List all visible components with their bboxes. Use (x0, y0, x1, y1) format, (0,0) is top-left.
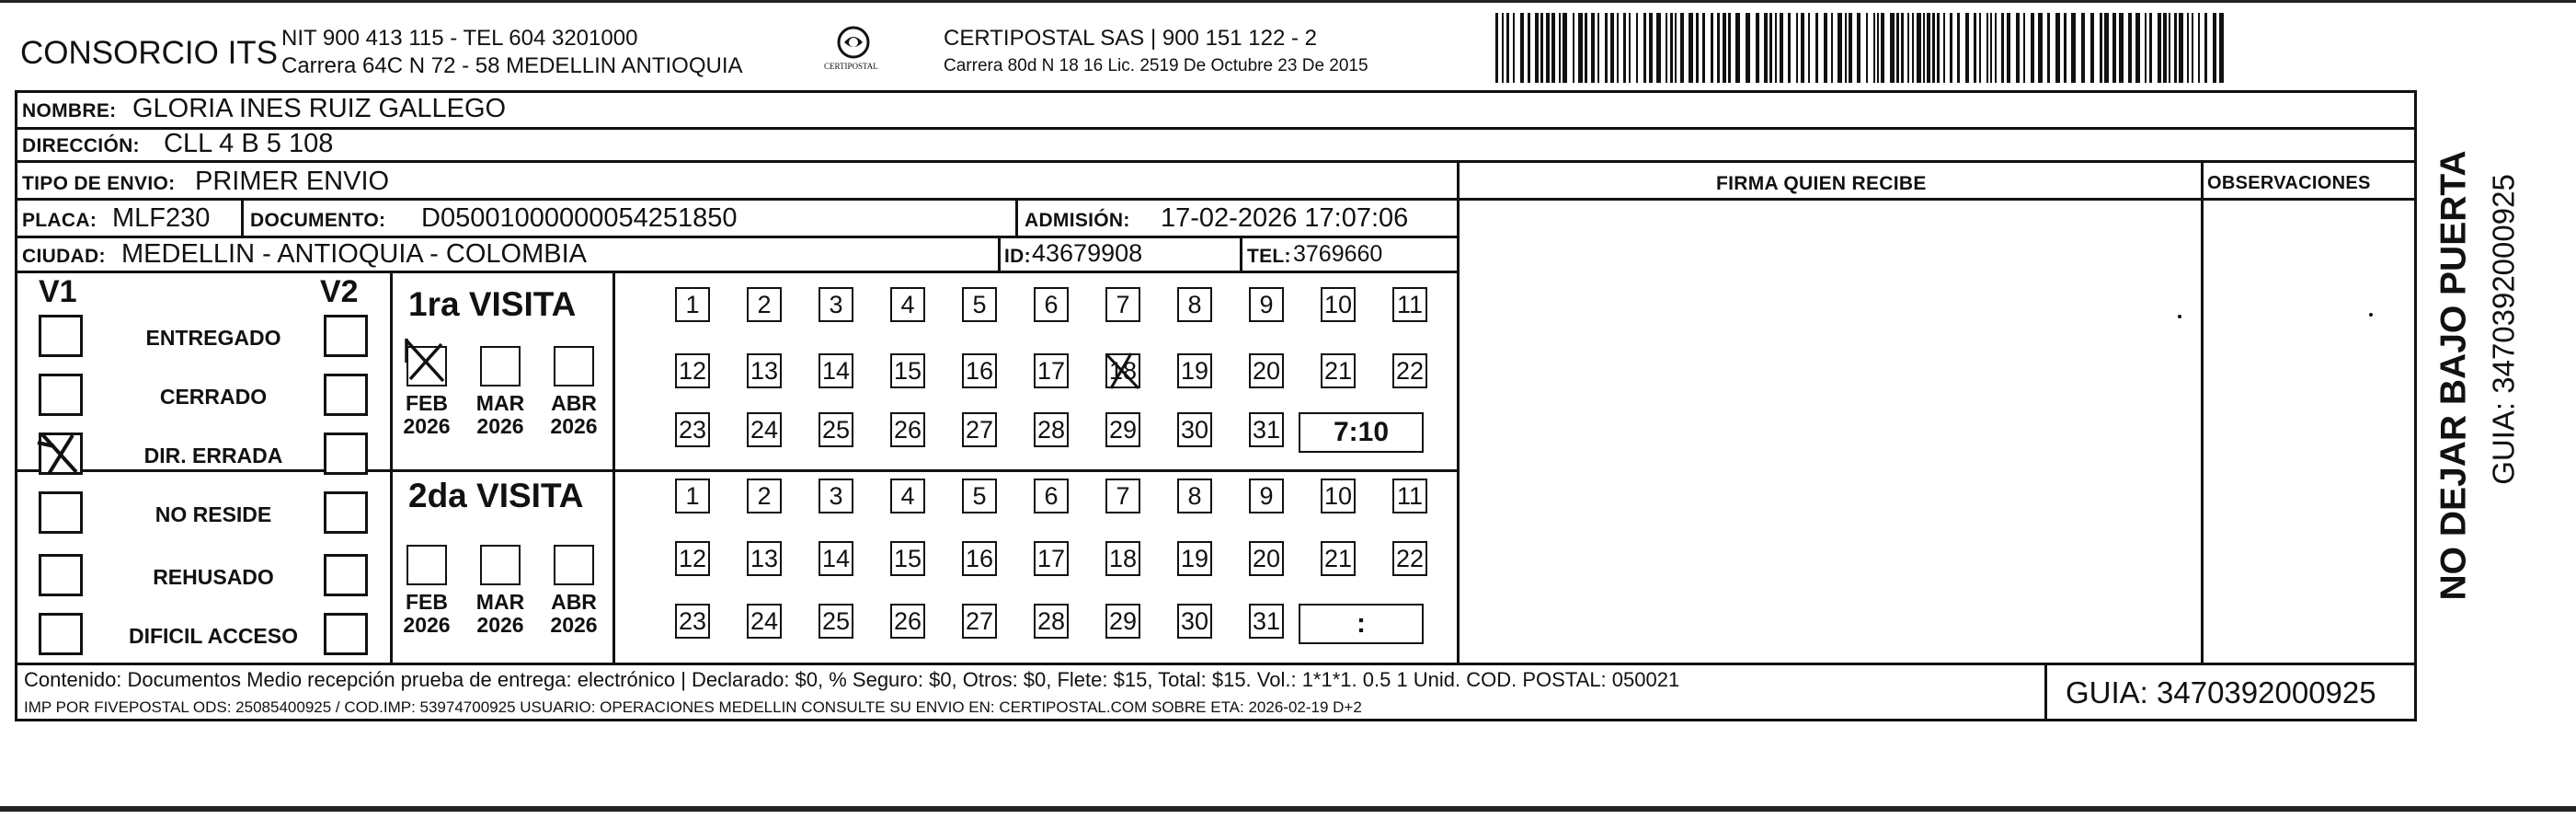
day-box[interactable] (675, 541, 710, 576)
v1-checkbox[interactable] (39, 554, 83, 596)
top-rule (0, 0, 2576, 3)
address-line: Carrera 64C N 72 - 58 MEDELLIN ANTIOQUIA (281, 53, 743, 78)
day-number: 1 (685, 290, 700, 318)
reason-label: DIFICIL ACCESO (128, 624, 298, 648)
day-number: 18 (1108, 544, 1138, 572)
day-number: 4 (900, 290, 915, 318)
documento-value: D05001000000054251850 (421, 203, 738, 233)
day-box[interactable] (747, 353, 782, 388)
day-number: 6 (1044, 481, 1059, 510)
ciudad-value: MEDELLIN - ANTIOQUIA - COLOMBIA (121, 239, 587, 269)
day-number: 23 (678, 606, 707, 635)
day-number: 24 (750, 606, 779, 635)
day-box[interactable] (1249, 479, 1284, 513)
day-box[interactable] (1249, 412, 1284, 447)
day-box[interactable] (1034, 287, 1069, 322)
visit1-title: 1ra VISITA (408, 285, 577, 323)
v2-checkbox[interactable] (324, 374, 368, 416)
day-number: 5 (972, 290, 987, 318)
day-number: 21 (1323, 356, 1353, 385)
tel-label: TEL: (1247, 246, 1291, 267)
col-line (1015, 198, 1018, 236)
day-number: 7 (1116, 290, 1130, 318)
month-year: 2026 (476, 414, 524, 439)
col-line (1457, 160, 1460, 663)
month-name: ABR (551, 590, 597, 614)
day-number: 22 (1395, 356, 1425, 385)
day-box[interactable] (962, 287, 997, 322)
month-year: 2026 (403, 414, 451, 439)
day-number: 1 (685, 481, 700, 510)
imp-line: IMP POR FIVEPOSTAL ODS: 25085400925 / COD.IMP: 53974700925 USUARIO: OPERACIONES MEDELLIN CONSULTE SU ENVIO EN: CERTIPOSTAL.COM SOBRE ETA: 2026-02-19 D+2 (24, 698, 1362, 716)
v1-checkbox[interactable] (39, 491, 83, 534)
documento-label: DOCUMENTO: (250, 210, 386, 231)
day-number: 22 (1395, 544, 1425, 572)
day-number: 27 (965, 415, 994, 444)
day-box[interactable] (747, 604, 782, 639)
reason-label: NO RESIDE (155, 502, 272, 526)
v1-header: V1 (39, 274, 77, 309)
id-value: 43679908 (1032, 239, 1143, 267)
month-name: FEB (406, 391, 448, 415)
day-box[interactable] (1034, 353, 1069, 388)
day-number: 15 (893, 544, 922, 572)
day-box[interactable] (675, 604, 710, 639)
day-box[interactable] (1105, 541, 1140, 576)
day-number: 10 (1323, 481, 1353, 510)
day-number: 30 (1180, 415, 1209, 444)
day-number: 21 (1323, 544, 1353, 572)
check-x-icon (401, 335, 452, 386)
tipo-envio-label: TIPO DE ENVIO: (22, 173, 176, 194)
id-label: ID: (1004, 246, 1031, 267)
day-box[interactable] (819, 287, 853, 322)
day-number: 6 (1044, 290, 1059, 318)
day-number: 25 (821, 606, 851, 635)
day-box[interactable] (1177, 287, 1212, 322)
day-box[interactable] (962, 604, 997, 639)
day-number: 18 (1108, 356, 1138, 385)
day-box[interactable] (962, 541, 997, 576)
day-number: 2 (757, 481, 772, 510)
day-box[interactable] (1321, 353, 1356, 388)
day-box[interactable] (1177, 541, 1212, 576)
side-warning: NO DEJAR BAJO PUERTA (2433, 150, 2474, 601)
day-box[interactable] (1321, 287, 1356, 322)
v1-checkbox[interactable] (39, 315, 83, 357)
day-box[interactable] (675, 353, 710, 388)
row-line (17, 198, 2415, 201)
day-number: 14 (821, 356, 851, 385)
row-line (17, 271, 1457, 273)
day-number: 17 (1036, 544, 1066, 572)
time-value: 7:10 (1333, 417, 1390, 447)
month-name: MAR (475, 391, 525, 415)
col-line (390, 271, 393, 663)
day-number: 9 (1259, 481, 1274, 510)
day-box[interactable] (962, 479, 997, 513)
month-checkbox[interactable] (554, 346, 594, 386)
time-field[interactable] (1299, 412, 1424, 453)
day-number: 3 (829, 290, 843, 318)
day-box[interactable] (747, 541, 782, 576)
day-number: 14 (821, 544, 851, 572)
day-number: 16 (965, 544, 994, 572)
day-number: 7 (1116, 481, 1130, 510)
v1-checkbox[interactable] (39, 433, 83, 475)
day-number: 17 (1036, 356, 1066, 385)
stray-dot (2178, 315, 2181, 318)
day-box[interactable] (1249, 353, 1284, 388)
day-box[interactable] (1034, 412, 1069, 447)
v2-checkbox[interactable] (324, 613, 368, 655)
day-box[interactable] (1392, 479, 1427, 513)
time-value: : (1357, 608, 1366, 639)
nombre-label: NOMBRE: (22, 100, 117, 121)
day-box[interactable] (1105, 412, 1140, 447)
day-number: 8 (1187, 481, 1202, 510)
day-box[interactable] (1177, 479, 1212, 513)
day-number: 2 (757, 290, 772, 318)
day-box[interactable] (1249, 287, 1284, 322)
reason-label: ENTREGADO (145, 326, 281, 350)
month-label (399, 591, 454, 638)
nit-line: NIT 900 413 115 - TEL 604 3201000 (281, 26, 638, 51)
day-box[interactable] (819, 604, 853, 639)
month-year: 2026 (403, 613, 451, 638)
row-line (17, 127, 2415, 130)
month-checkbox[interactable] (480, 545, 521, 585)
check-x-icon (1104, 352, 1144, 392)
day-number: 4 (900, 481, 915, 510)
firma-header: FIRMA QUIEN RECIBE (1716, 173, 1927, 194)
day-box[interactable] (890, 412, 925, 447)
barcode (1495, 13, 2229, 83)
day-box[interactable] (890, 541, 925, 576)
month-year: 2026 (476, 613, 524, 638)
month-label (546, 392, 601, 439)
contenido-line: Contenido: Documentos Medio recepción prueba de entrega: electrónico | Declarado: $0, % Seguro: $0, Otros: $0, Flete: $15, Total: $15. Vol.: 1*1*1. 0.5 1 Unid. COD. POSTAL: 050021 (24, 668, 1680, 691)
footer-guia: GUIA: 3470392000925 (2066, 675, 2376, 709)
day-box[interactable] (747, 479, 782, 513)
day-box[interactable] (675, 479, 710, 513)
day-number: 13 (750, 544, 779, 572)
nombre-value: GLORIA INES RUIZ GALLEGO (132, 94, 507, 123)
day-number: 26 (893, 606, 922, 635)
footer-line (17, 663, 2415, 665)
day-box[interactable] (962, 412, 997, 447)
day-number: 13 (750, 356, 779, 385)
month-year: 2026 (550, 613, 598, 638)
v2-checkbox[interactable] (324, 554, 368, 596)
day-number: 11 (1396, 481, 1424, 510)
certipostal-logo-icon (817, 24, 890, 79)
day-box[interactable] (1105, 353, 1140, 388)
day-box[interactable] (890, 604, 925, 639)
month-name: ABR (551, 391, 597, 415)
placa-value: MLF230 (112, 203, 211, 233)
row-line (17, 160, 2415, 163)
v1-checkbox[interactable] (39, 613, 83, 655)
day-number: 24 (750, 415, 779, 444)
day-number: 16 (965, 356, 994, 385)
bottom-rule (0, 806, 2576, 812)
day-number: 31 (1252, 606, 1281, 635)
day-number: 9 (1259, 290, 1274, 318)
direccion-label: DIRECCIÓN: (22, 135, 140, 156)
reason-label: DIR. ERRADA (143, 444, 283, 467)
day-box[interactable] (890, 287, 925, 322)
reason-label: CERRADO (159, 385, 268, 409)
observaciones-header: OBSERVACIONES (2207, 173, 2371, 193)
day-box[interactable] (1249, 604, 1284, 639)
month-year: 2026 (550, 414, 598, 439)
day-number: 12 (678, 356, 707, 385)
month-label (546, 591, 601, 638)
day-box[interactable] (819, 541, 853, 576)
day-box[interactable] (890, 353, 925, 388)
day-number: 29 (1108, 606, 1138, 635)
v1-checkbox[interactable] (39, 374, 83, 416)
day-number: 25 (821, 415, 851, 444)
tel-value: 3769660 (1293, 241, 1383, 267)
col-line (2201, 160, 2204, 663)
col-line (613, 271, 615, 663)
month-checkbox[interactable] (480, 346, 521, 386)
section-line (17, 469, 1457, 472)
certipostal-logo (817, 24, 890, 79)
reason-label: REHUSADO (153, 565, 274, 589)
day-box[interactable] (1105, 479, 1140, 513)
day-number: 12 (678, 544, 707, 572)
month-label (399, 392, 454, 439)
day-number: 27 (965, 606, 994, 635)
side-guia: GUIA: 3470392000925 (2486, 174, 2521, 485)
day-number: 20 (1252, 356, 1281, 385)
day-number: 31 (1252, 415, 1281, 444)
day-box[interactable] (1105, 604, 1140, 639)
day-box[interactable] (747, 412, 782, 447)
day-box[interactable] (1321, 479, 1356, 513)
day-box[interactable] (1177, 412, 1212, 447)
stray-dot (2369, 313, 2373, 317)
day-box[interactable] (1034, 604, 1069, 639)
v2-checkbox[interactable] (324, 433, 368, 475)
day-number: 15 (893, 356, 922, 385)
day-box[interactable] (819, 412, 853, 447)
day-number: 3 (829, 481, 843, 510)
ciudad-label: CIUDAD: (22, 246, 106, 267)
day-box[interactable] (1177, 353, 1212, 388)
admision-value: 17-02-2026 17:07:06 (1161, 203, 1409, 233)
certipostal-license: Carrera 80d N 18 16 Lic. 2519 De Octubre 23 De 2015 (944, 56, 1368, 75)
check-x-icon (32, 426, 87, 479)
day-number: 23 (678, 415, 707, 444)
day-box[interactable] (1321, 541, 1356, 576)
month-checkbox[interactable] (406, 346, 447, 386)
day-number: 26 (893, 415, 922, 444)
day-number: 29 (1108, 415, 1138, 444)
direccion-value: CLL 4 B 5 108 (164, 129, 334, 158)
month-name: FEB (406, 590, 448, 614)
visit2-title: 2da VISITA (408, 477, 584, 514)
day-number: 28 (1036, 606, 1066, 635)
day-number: 28 (1036, 415, 1066, 444)
col-line (1240, 236, 1242, 271)
v2-header: V2 (320, 274, 359, 309)
day-number: 30 (1180, 606, 1209, 635)
col-line (2044, 663, 2047, 721)
day-box[interactable] (747, 287, 782, 322)
col-line (241, 198, 244, 236)
day-box[interactable] (1034, 541, 1069, 576)
time-field[interactable] (1299, 604, 1424, 644)
month-label (473, 591, 528, 638)
placa-label: PLACA: (22, 210, 97, 231)
certipostal-line: CERTIPOSTAL SAS | 900 151 122 - 2 (944, 26, 1317, 51)
day-number: 10 (1323, 290, 1353, 318)
day-box[interactable] (1034, 479, 1069, 513)
day-box[interactable] (1392, 287, 1427, 322)
day-number: 19 (1180, 356, 1209, 385)
admision-label: ADMISIÓN: (1025, 210, 1130, 231)
month-name: MAR (475, 590, 525, 614)
day-box[interactable] (890, 479, 925, 513)
month-checkbox[interactable] (554, 545, 594, 585)
day-box[interactable] (1105, 287, 1140, 322)
v2-checkbox[interactable] (324, 315, 368, 357)
day-number: 20 (1252, 544, 1281, 572)
brand-name: CONSORCIO ITS (20, 35, 279, 71)
day-box[interactable] (962, 353, 997, 388)
logo-text: CERTIPOSTAL (824, 62, 878, 71)
tipo-envio-value: PRIMER ENVIO (195, 167, 390, 196)
day-box[interactable] (819, 479, 853, 513)
month-label (473, 392, 528, 439)
day-box[interactable] (1177, 604, 1212, 639)
day-number: 8 (1187, 290, 1202, 318)
day-box[interactable] (1392, 541, 1427, 576)
day-number: 11 (1396, 290, 1424, 318)
day-box[interactable] (819, 353, 853, 388)
v2-checkbox[interactable] (324, 491, 368, 534)
col-line (998, 236, 1001, 271)
day-number: 19 (1180, 544, 1209, 572)
day-box[interactable] (1249, 541, 1284, 576)
month-checkbox[interactable] (406, 545, 447, 585)
day-box[interactable] (1392, 353, 1427, 388)
day-number: 5 (972, 481, 987, 510)
day-box[interactable] (675, 287, 710, 322)
day-box[interactable] (675, 412, 710, 447)
